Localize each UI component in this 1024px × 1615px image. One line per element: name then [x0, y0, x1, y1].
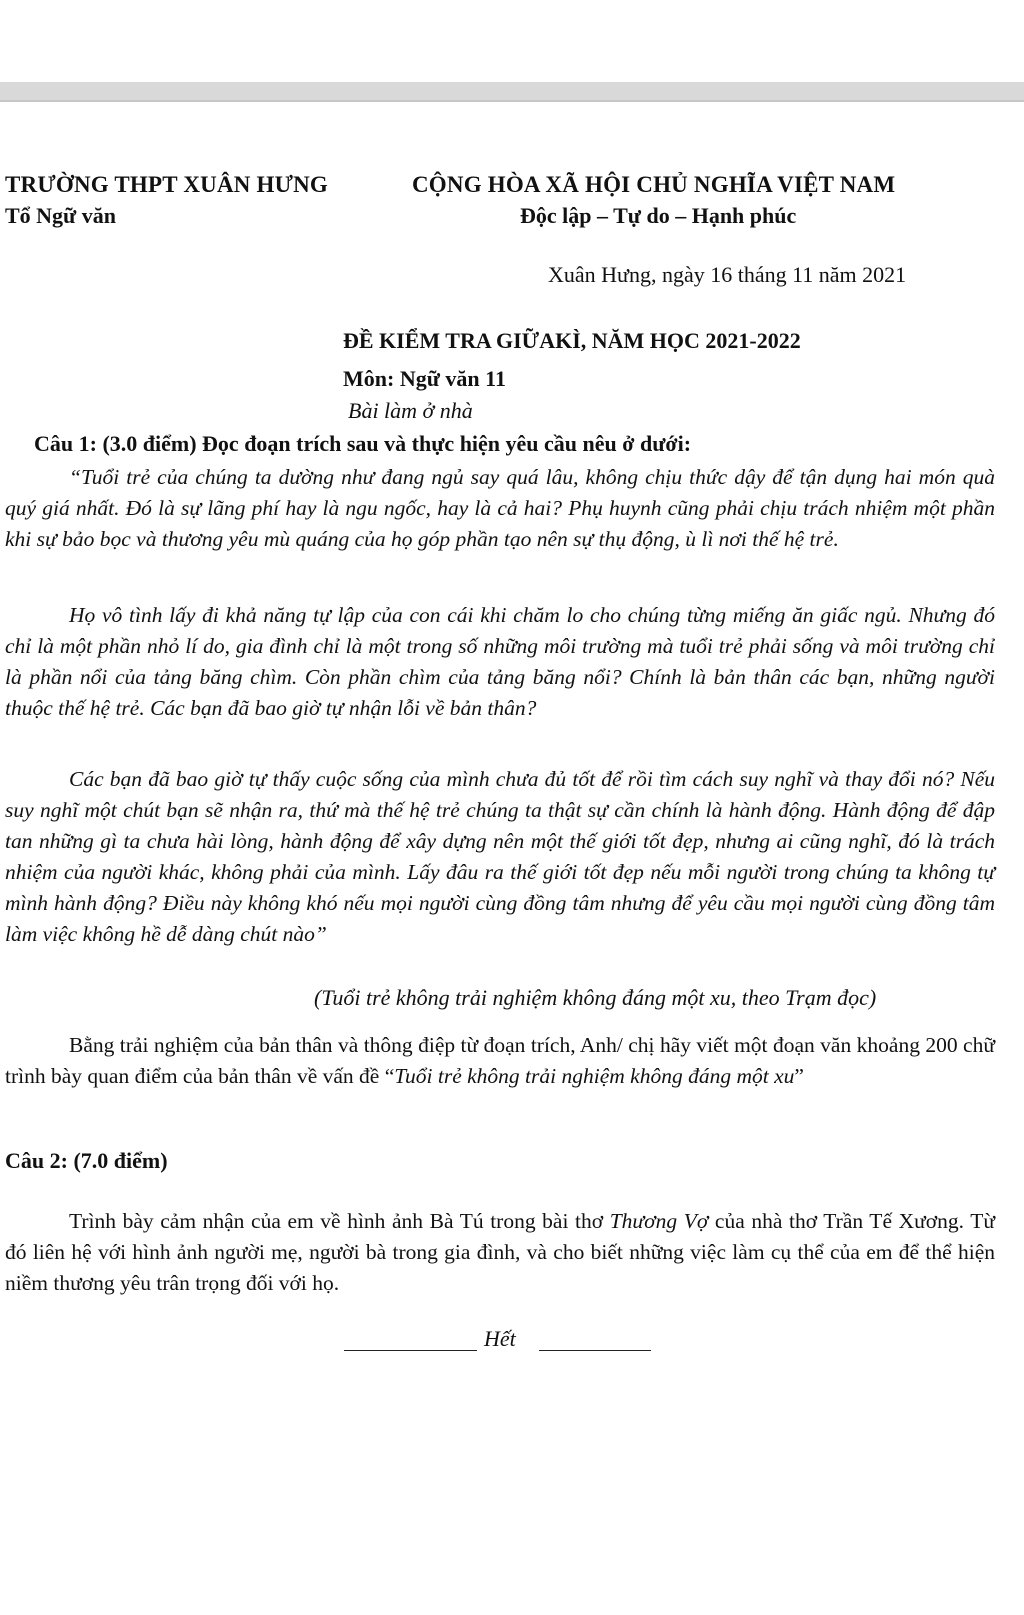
- question-2-body: [5, 1206, 995, 1299]
- exam-mode: Bài làm ở nhà: [348, 398, 473, 423]
- school-name: TRƯỜNG THPT XUÂN HƯNG: [5, 172, 329, 197]
- q2-text-end: của nhà thơ Trần Tế Xương. Từ đó liên hệ với hình ảnh người mẹ, người bà trong gia đình, và cho biết những việc làm cụ thể của em để thể hiện niềm thương yêu trân trọng đối với họ.: [5, 1209, 995, 1295]
- department-name: Tổ Ngữ văn: [5, 203, 116, 228]
- nation-name: CỘNG HÒA XÃ HỘI CHỦ NGHĨA VIỆT NAM: [412, 172, 896, 197]
- poem-title: Thương Vợ: [609, 1209, 709, 1233]
- national-motto: Độc lập – Tự do – Hạnh phúc: [520, 203, 797, 228]
- question-1-task: [5, 1030, 995, 1092]
- document-date: Xuân Hưng, ngày 16 tháng 11 năm 2021: [548, 262, 907, 287]
- passage-paragraph-2: Họ vô tình lấy đi khả năng tự lập của con cái khi chăm lo cho chúng từng miếng ăn giấc ngủ. Nhưng đó chỉ là một phần nhỏ lí do, gia đình chỉ là một trong số những môi trường mà tuổi trẻ phải sống và môi trường chỉ là phần nổi của tảng băng chìm. Còn phần chìm của tảng băng nổi? Chính là bản thân các bạn, những người thuộc thế hệ trẻ. Các bạn đã bao giờ tự nhận lỗi về bản thân?: [5, 603, 995, 720]
- passage-paragraph-3: Các bạn đã bao giờ tự thấy cuộc sống của mình chưa đủ tốt để rồi tìm cách suy nghĩ và thay đổi nó? Nếu suy nghĩ một chút bạn sẽ nhận ra, thứ mà thế hệ trẻ chúng ta thật sự cần chính là hành động. Hành động để đập tan những gì ta chưa hài lòng, hành động để xây dựng nên một thế giới tốt đẹp, nhưng ai cũng nghĩ, đó là trách nhiệm của người khác, không phải của mình. Lấy đâu ra thế giới tốt đẹp nếu mỗi người trong chúng ta không tự mình hành động? Điều này không khó nếu mọi người cùng đồng tâm nhưng để yêu cầu mọi người cùng đồng tâm làm việc không hề dễ dàng chút nào”: [5, 767, 995, 946]
- passage-paragraph-1: “Tuổi trẻ của chúng ta dường như đang ngủ say quá lâu, không chịu thức dậy để tận dụng hai món quà quý giá nhất. Đó là sự lãng phí hay là ngu ngốc, hay là cả hai? Phụ huynh cũng phải chịu trách nhiệm một phần khi sự bảo bọc và thương yêu mù quáng của họ góp phần tạo nên sự thụ động, ù lì nơi thế hệ trẻ.: [5, 465, 995, 551]
- passage-source: (Tuổi trẻ không trải nghiệm không đáng một xu, theo Trạm đọc): [314, 985, 877, 1010]
- q2-text-start: Trình bày cảm nhận của em về hình ảnh Bà Tú trong bài thơ: [69, 1209, 610, 1233]
- exam-title: ĐỀ KIỂM TRA GIỮAKÌ, NĂM HỌC 2021-2022: [343, 328, 801, 353]
- end-marker: [344, 1320, 652, 1356]
- question-1-heading: Câu 1: (3.0 điểm) Đọc đoạn trích sau và thực hiện yêu cầu nêu ở dưới:: [34, 431, 692, 456]
- task-closing-quote: ”: [794, 1064, 804, 1088]
- end-rule-right: [539, 1350, 651, 1351]
- end-word: Hết: [484, 1326, 516, 1351]
- end-rule-left: [344, 1350, 477, 1351]
- exam-subject: Môn: Ngữ văn 11: [343, 366, 506, 391]
- question-2-heading: Câu 2: (7.0 điểm): [5, 1148, 168, 1173]
- task-quoted-topic: Tuổi trẻ không trải nghiệm không đáng một xu: [394, 1064, 795, 1088]
- task-text: Bằng trải nghiệm của bản thân và thông điệp từ đoạn trích, Anh/ chị hãy viết một đoạn văn khoảng 200 chữ trình bày quan điểm của bản thân về vấn đề “: [5, 1033, 995, 1088]
